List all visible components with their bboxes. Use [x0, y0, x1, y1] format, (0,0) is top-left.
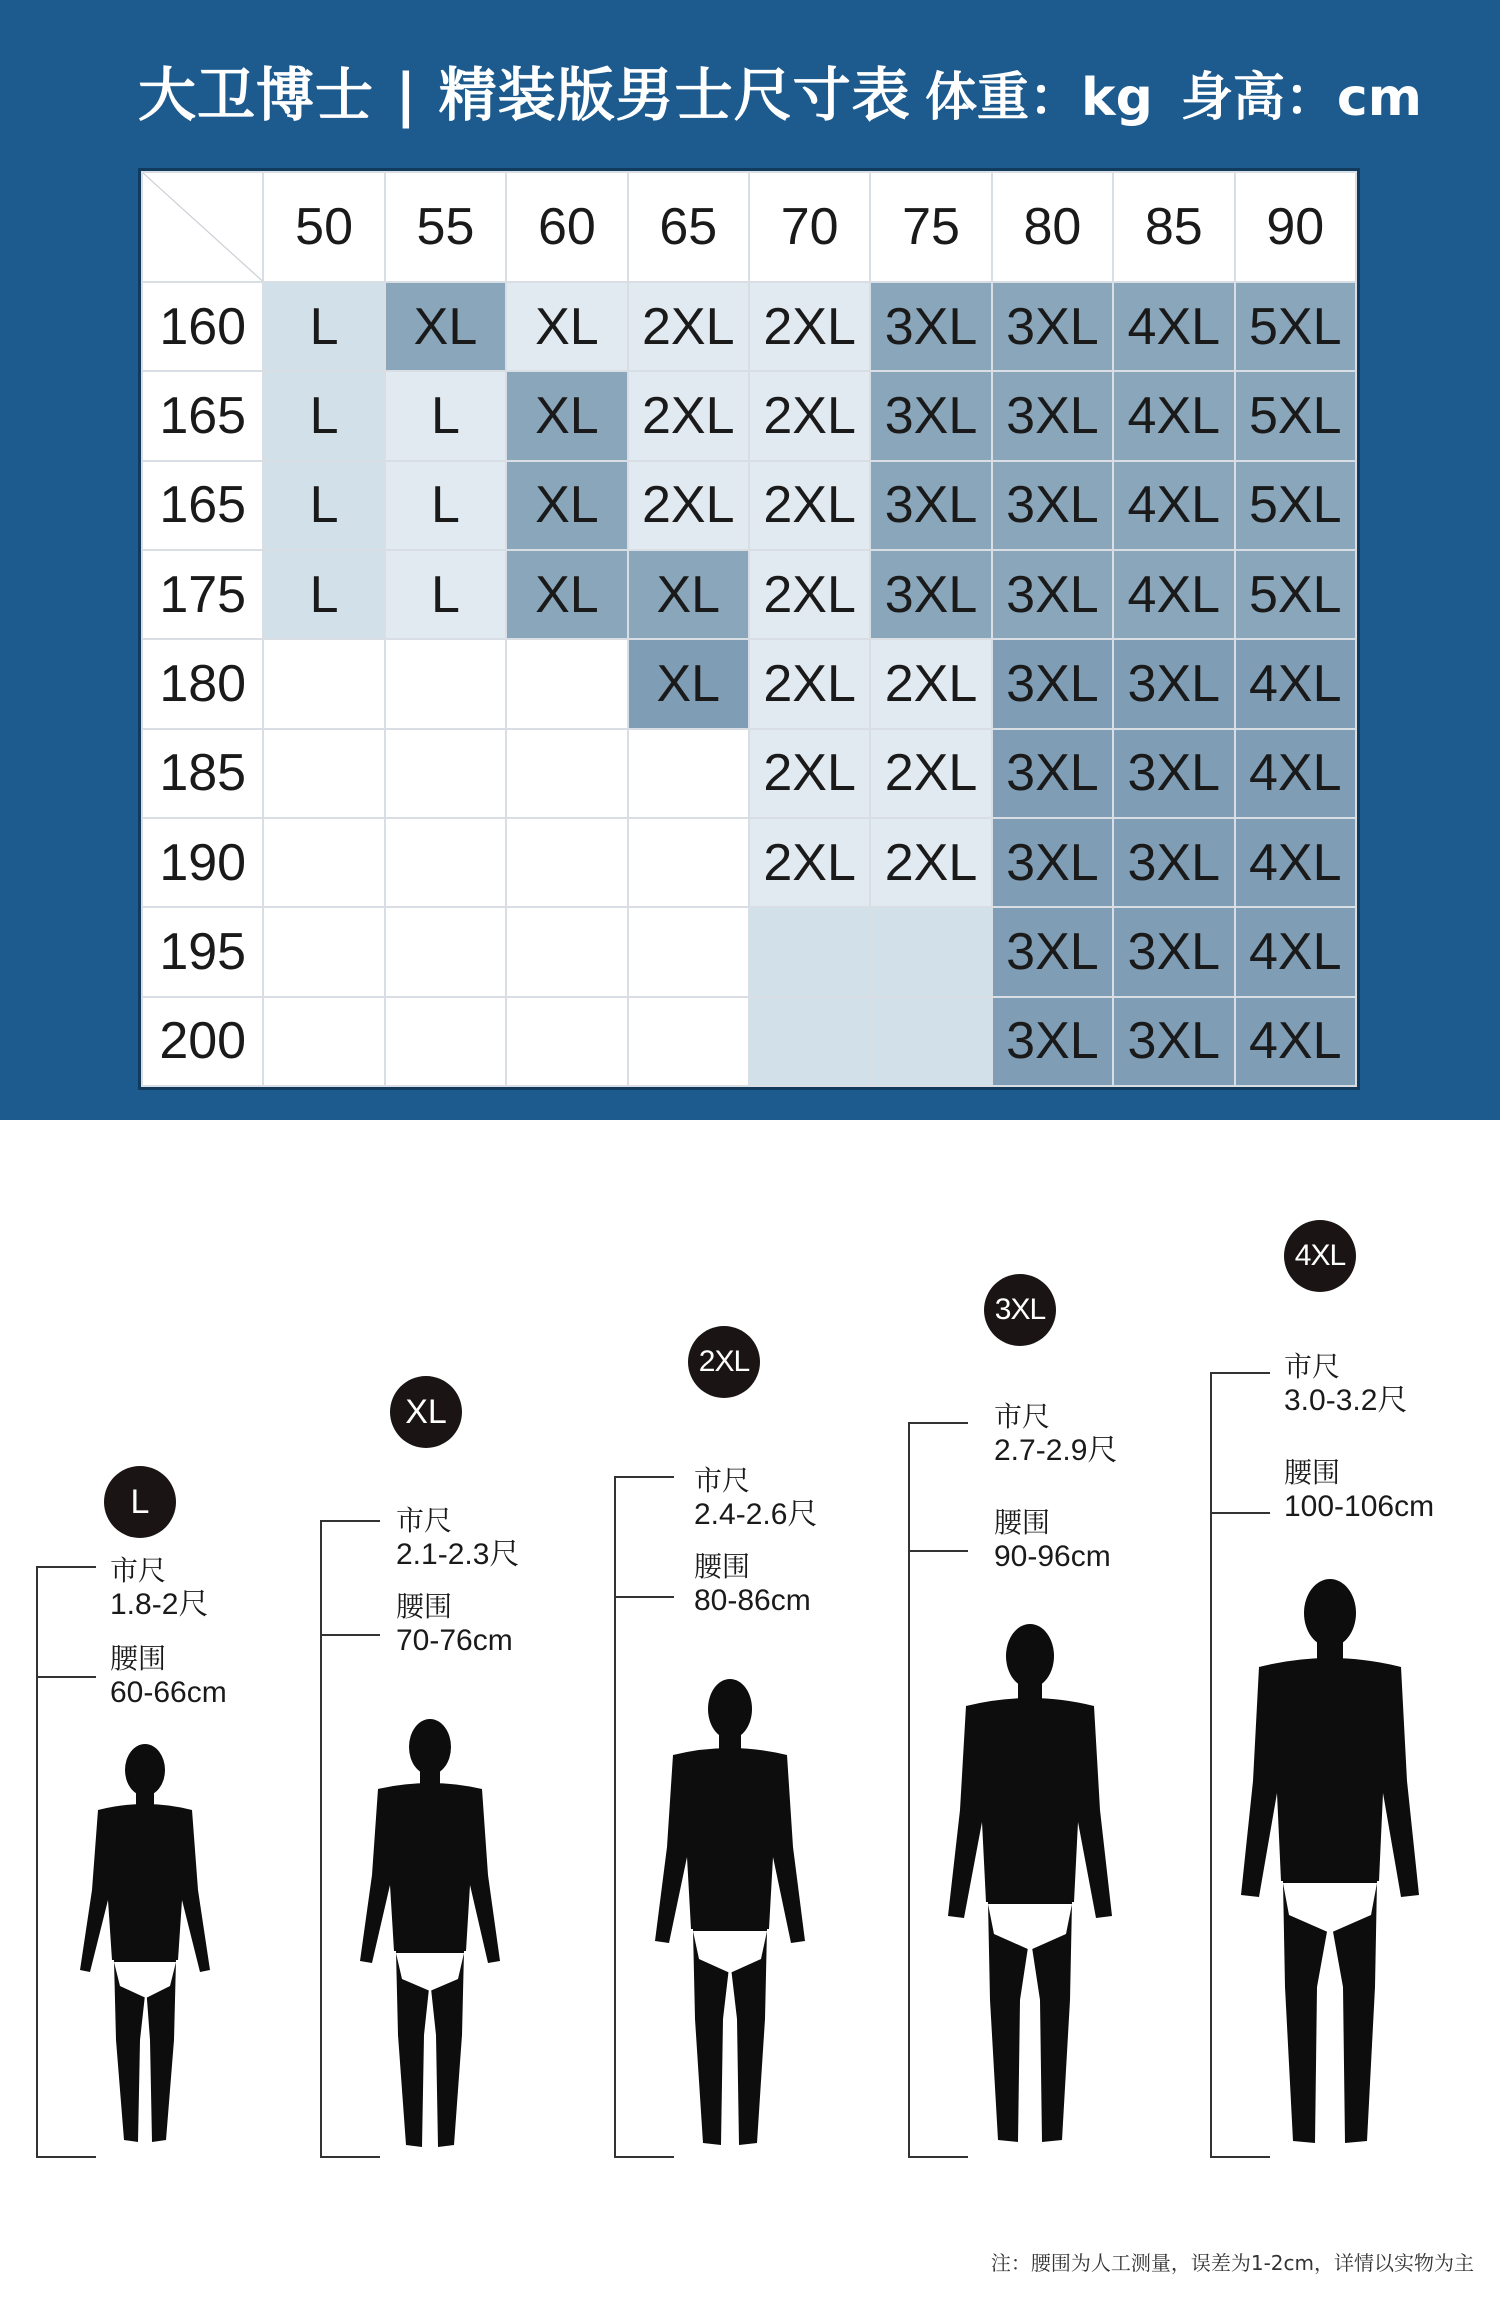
size-cell: L	[385, 461, 506, 550]
size-table-body	[142, 282, 1356, 1086]
size-cell: 2XL	[749, 639, 870, 728]
height-ruler	[908, 1422, 910, 2156]
size-cell: 2XL	[749, 818, 870, 907]
weight-header: 90	[1235, 172, 1356, 282]
size-cell: XL	[506, 550, 627, 639]
weight-header: 50	[263, 172, 384, 282]
weight-header: 75	[870, 172, 991, 282]
size-cell: 3XL	[870, 550, 991, 639]
size-cell: L	[263, 550, 384, 639]
size-badge: 3XL	[984, 1274, 1056, 1346]
shichi-label: 市尺 2.4-2.6尺	[694, 1464, 818, 1531]
size-cell: 2XL	[749, 461, 870, 550]
table-row	[142, 371, 1356, 460]
waist-label: 腰围 60-66cm	[110, 1642, 227, 1709]
tick-shichi	[36, 1566, 96, 1568]
size-cell	[506, 729, 627, 818]
page-title: 大卫博士 | 精装版男士尺寸表	[138, 61, 911, 129]
size-cell: 3XL	[992, 282, 1113, 371]
size-cell: 3XL	[992, 818, 1113, 907]
size-cell: 2XL	[749, 371, 870, 460]
size-cell: 3XL	[992, 997, 1113, 1086]
weight-header: 80	[992, 172, 1113, 282]
tick-shichi	[320, 1520, 380, 1522]
size-cell: 5XL	[1235, 282, 1356, 371]
weight-header: 85	[1113, 172, 1234, 282]
table-row	[142, 461, 1356, 550]
size-cell	[263, 997, 384, 1086]
size-cell: 4XL	[1113, 461, 1234, 550]
size-cell: XL	[506, 371, 627, 460]
size-cell	[385, 907, 506, 996]
size-cell: L	[385, 550, 506, 639]
male-silhouette-xl	[350, 1715, 510, 2165]
size-cell: 4XL	[1113, 371, 1234, 460]
size-badge: 2XL	[688, 1326, 760, 1398]
table-row	[142, 282, 1356, 371]
size-cell	[749, 907, 870, 996]
size-cell	[870, 907, 991, 996]
waist-label: 腰围 70-76cm	[396, 1590, 513, 1657]
table-row	[142, 639, 1356, 728]
size-cell	[263, 729, 384, 818]
size-cell: XL	[628, 639, 749, 728]
male-silhouette-3xl	[940, 1620, 1120, 2165]
size-cell	[628, 907, 749, 996]
size-cell	[628, 997, 749, 1086]
height-header: 165	[142, 371, 263, 460]
male-silhouette-2xl	[645, 1675, 815, 2165]
size-cell	[263, 639, 384, 728]
male-silhouette-4xl	[1235, 1575, 1425, 2165]
size-badge: XL	[390, 1376, 462, 1448]
size-cell: 3XL	[1113, 818, 1234, 907]
weight-header-row	[142, 172, 1356, 282]
size-cell: 2XL	[628, 282, 749, 371]
size-cell: 4XL	[1235, 818, 1356, 907]
size-cell: 4XL	[1235, 907, 1356, 996]
size-cell: 4XL	[1235, 997, 1356, 1086]
size-cell	[263, 818, 384, 907]
size-cell: 5XL	[1235, 550, 1356, 639]
size-cell: 3XL	[1113, 997, 1234, 1086]
size-cell: 2XL	[628, 461, 749, 550]
waist-label: 腰围 90-96cm	[994, 1506, 1111, 1573]
size-table	[141, 171, 1357, 1087]
size-cell	[749, 997, 870, 1086]
size-table-container	[138, 168, 1360, 1090]
tick-waist	[908, 1550, 968, 1552]
size-cell: 5XL	[1235, 371, 1356, 460]
size-cell	[385, 639, 506, 728]
size-cell: 4XL	[1235, 729, 1356, 818]
diagonal-divider	[143, 173, 262, 281]
size-cell: 2XL	[749, 729, 870, 818]
units-legend	[925, 55, 1432, 130]
height-header: 160	[142, 282, 263, 371]
size-cell: L	[263, 371, 384, 460]
height-header: 180	[142, 639, 263, 728]
size-cell: L	[263, 282, 384, 371]
size-badge: 4XL	[1284, 1220, 1356, 1292]
table-row	[142, 997, 1356, 1086]
tick-waist	[614, 1596, 674, 1598]
height-ruler	[320, 1520, 322, 2156]
tick-shichi	[614, 1476, 674, 1478]
size-cell: 2XL	[749, 550, 870, 639]
size-figures-section	[0, 1120, 1500, 2322]
tick-shichi	[1210, 1372, 1270, 1374]
size-cell: 3XL	[992, 550, 1113, 639]
weight-header: 60	[506, 172, 627, 282]
size-cell	[628, 818, 749, 907]
size-cell: 3XL	[870, 371, 991, 460]
size-cell	[263, 907, 384, 996]
size-cell: XL	[628, 550, 749, 639]
size-cell: 3XL	[1113, 907, 1234, 996]
size-cell	[385, 729, 506, 818]
size-cell	[506, 907, 627, 996]
height-unit-label: 身高：cm	[1180, 68, 1422, 128]
size-cell: 3XL	[870, 282, 991, 371]
height-header: 200	[142, 997, 263, 1086]
size-cell: 3XL	[992, 729, 1113, 818]
shichi-label: 市尺 2.7-2.9尺	[994, 1400, 1118, 1467]
size-cell: 3XL	[1113, 639, 1234, 728]
size-cell: 3XL	[870, 461, 991, 550]
size-cell: XL	[506, 461, 627, 550]
height-header: 190	[142, 818, 263, 907]
size-cell: 2XL	[628, 371, 749, 460]
tick-waist	[1210, 1512, 1270, 1514]
table-row	[142, 729, 1356, 818]
height-ruler	[36, 1566, 38, 2156]
shichi-label: 市尺 2.1-2.3尺	[396, 1504, 520, 1571]
size-cell: 2XL	[870, 729, 991, 818]
size-cell: 3XL	[992, 907, 1113, 996]
shichi-label: 市尺 3.0-3.2尺	[1284, 1350, 1408, 1417]
weight-unit-label: 体重：kg	[925, 68, 1153, 128]
size-cell: 5XL	[1235, 461, 1356, 550]
height-ruler	[1210, 1372, 1212, 2156]
height-header: 195	[142, 907, 263, 996]
size-cell	[870, 997, 991, 1086]
size-cell	[628, 729, 749, 818]
weight-header: 70	[749, 172, 870, 282]
size-cell: L	[385, 371, 506, 460]
size-cell: 3XL	[992, 371, 1113, 460]
shichi-label: 市尺 1.8-2尺	[110, 1554, 209, 1621]
size-badge: L	[104, 1466, 176, 1538]
size-cell: 2XL	[749, 282, 870, 371]
tick-shichi	[908, 1422, 968, 1424]
size-cell	[506, 997, 627, 1086]
tick-waist	[320, 1634, 380, 1636]
height-header: 175	[142, 550, 263, 639]
waist-label: 腰围 100-106cm	[1284, 1456, 1435, 1523]
size-cell	[506, 639, 627, 728]
waist-label: 腰围 80-86cm	[694, 1550, 811, 1617]
size-cell	[385, 997, 506, 1086]
size-cell: 4XL	[1113, 282, 1234, 371]
header-banner	[0, 0, 1500, 1120]
size-cell: 2XL	[870, 818, 991, 907]
male-silhouette-l	[70, 1740, 220, 2160]
corner-cell	[142, 172, 263, 282]
size-cell: XL	[506, 282, 627, 371]
footnote: 注：腰围为人工测量，误差为1-2cm，详情以实物为主	[990, 2251, 1474, 2275]
size-cell	[385, 818, 506, 907]
weight-header: 55	[385, 172, 506, 282]
tick-waist	[36, 1676, 96, 1678]
size-cell: XL	[385, 282, 506, 371]
size-cell: 3XL	[992, 461, 1113, 550]
size-cell	[506, 818, 627, 907]
size-cell: 3XL	[992, 639, 1113, 728]
table-row	[142, 818, 1356, 907]
size-cell: 2XL	[870, 639, 991, 728]
table-row	[142, 907, 1356, 996]
height-header: 185	[142, 729, 263, 818]
table-row	[142, 550, 1356, 639]
height-header: 165	[142, 461, 263, 550]
size-cell: 4XL	[1235, 639, 1356, 728]
size-cell: 4XL	[1113, 550, 1234, 639]
height-ruler	[614, 1476, 616, 2156]
weight-header: 65	[628, 172, 749, 282]
size-cell: L	[263, 461, 384, 550]
size-cell: 3XL	[1113, 729, 1234, 818]
